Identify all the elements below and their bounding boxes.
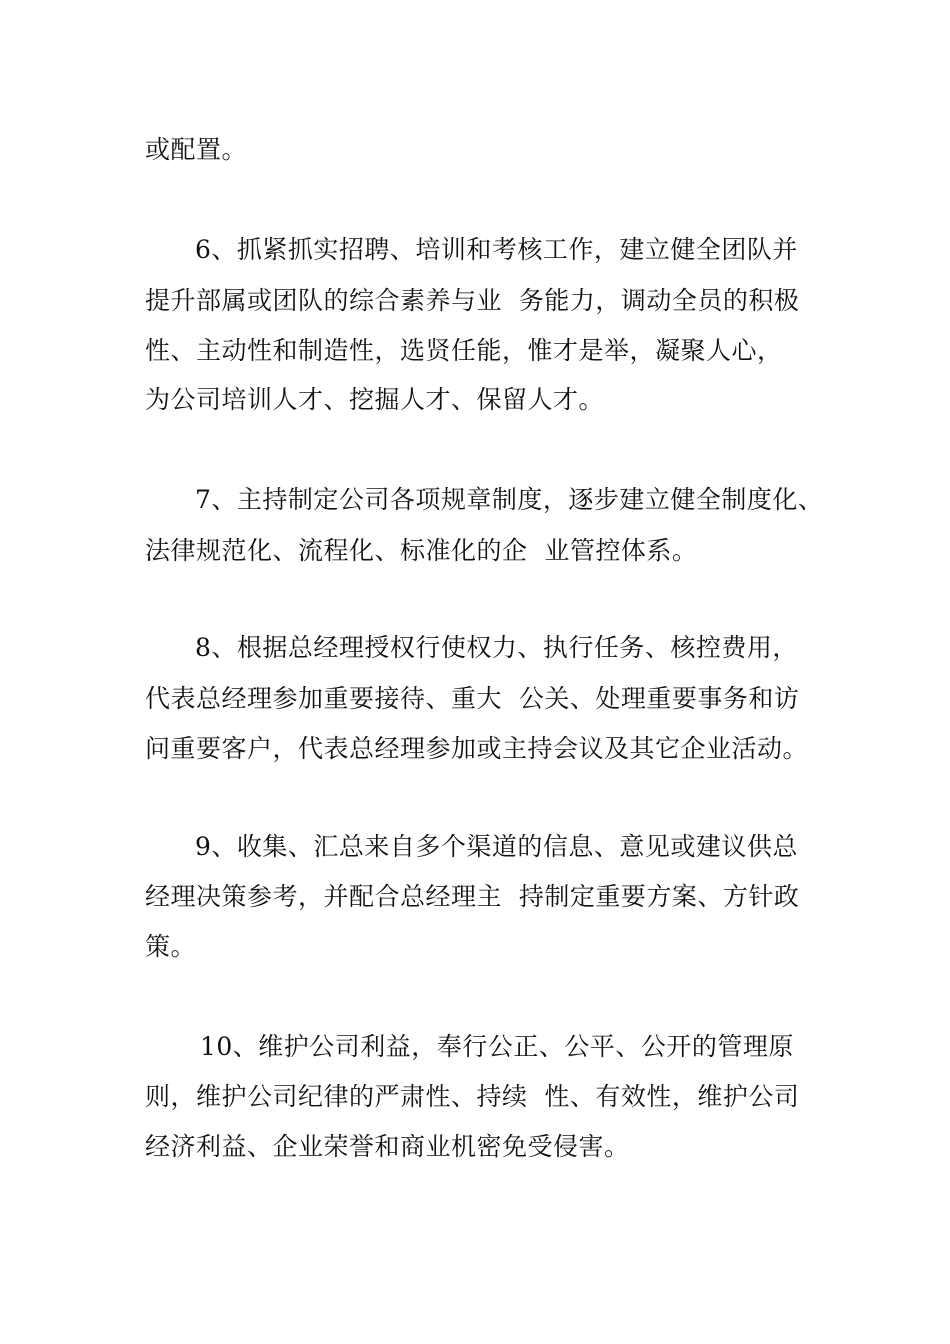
- item-9-line-3: 策。: [145, 932, 197, 961]
- item-9-line-1: 9、收集、汇总来自多个渠道的信息、意见或建议供总: [195, 832, 798, 861]
- item-7-line-1: 7、主持制定公司各项规章制度，逐步建立健全制度化、: [195, 485, 824, 514]
- item-8-line-1: 8、根据总经理授权行使权力、执行任务、核控费用，: [195, 633, 798, 662]
- continuation-text: 或配置。: [145, 135, 248, 164]
- item-10-line-2: 则，维护公司纪律的严肃性、持续 性、有效性，维护公司: [145, 1082, 800, 1111]
- item-6-line-1: 6、抓紧抓实招聘、培训和考核工作，建立健全团队并: [195, 235, 798, 264]
- item-8-line-2: 代表总经理参加重要接待、重大 公关、处理重要事务和访: [145, 684, 800, 713]
- item-6-line-4: 为公司培训人才、挖掘人才、保留人才。: [145, 385, 605, 414]
- item-6-line-2: 提升部属或团队的综合素养与业 务能力，调动全员的积极: [145, 286, 800, 315]
- item-6-line-3: 性、主动性和制造性，选贤任能，惟才是举，凝聚人心，: [145, 336, 783, 365]
- item-8-line-3: 问重要客户，代表总经理参加或主持会议及其它企业活动。: [145, 734, 809, 763]
- item-10-line-1: 10、维护公司利益，奉行公正、公平、公开的管理原: [200, 1032, 794, 1061]
- item-10-line-3: 经济利益、企业荣誉和商业机密免受侵害。: [145, 1132, 630, 1161]
- item-9-line-2: 经理决策参考，并配合总经理主 持制定重要方案、方针政: [145, 882, 800, 911]
- item-7-line-2: 法律规范化、流程化、标准化的企 业管控体系。: [145, 536, 698, 565]
